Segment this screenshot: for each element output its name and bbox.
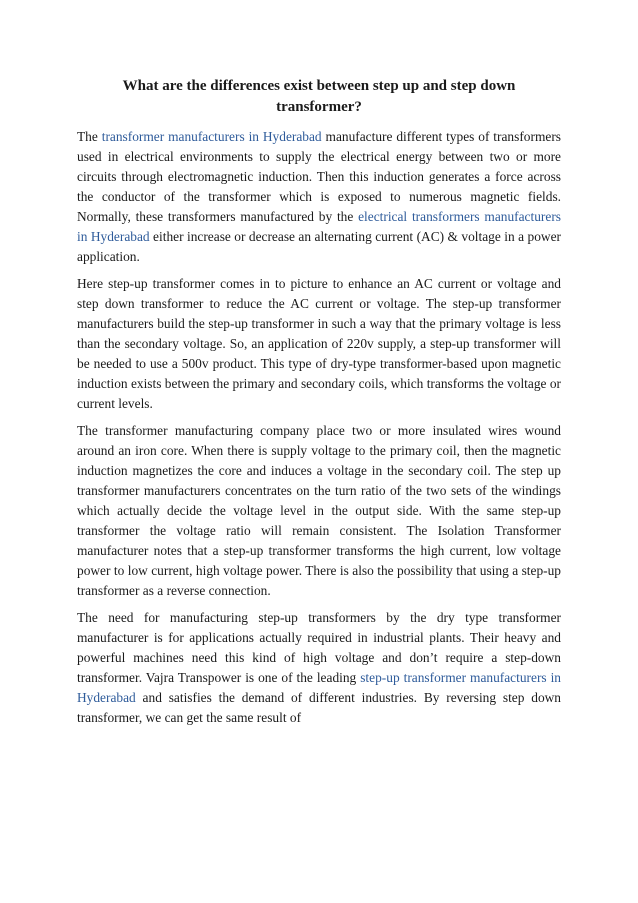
document-body — [77, 76, 561, 735]
link-transformer-manufacturers-hyderabad[interactable]: transformer manufacturers in Hyderabad — [101, 129, 322, 144]
link-step-up-transformer-manufacturers-hyderabad[interactable]: step-up transformer manufacturers in Hyderabad — [77, 670, 561, 705]
paragraph-3 — [77, 421, 561, 601]
paragraph-text: and satisfies the demand of different industries. By reversing step down transformer, we can get the same result of — [77, 690, 561, 725]
paragraph-text: The need for manufacturing step-up transformers by the dry type transformer manufacturer is for applications actually required in industrial plants. Their heavy and powerful machines need this kind of high voltage and don’t require a step-down transformer. Vajra Transpower is one of the leading — [77, 610, 561, 685]
paragraph-text: manufacture different types of transformers used in electrical environments to supply the electrical energy between two or more circuits through electromagnetic induction. Then this induction generates a force across the conductor of the transformer which is exposed to numerous magnetic fields. Normally, these transformers manufactured by the — [77, 129, 561, 224]
paragraph-text: Here step-up transformer comes in to picture to enhance an AC current or voltage and step down transformer to reduce the AC current or voltage. The step-up transformer manufacturers build the step-up transformer in such a way that the primary voltage is less than the secondary voltage. So, an application of 220v supply, a step-up transformer will be needed to use a 500v product. This type of dry-type transformer-based upon magnetic induction exists between the primary and secondary coils, which transforms the voltage or current levels. — [77, 276, 561, 411]
paragraph-4 — [77, 608, 561, 728]
paragraph-text: The — [77, 129, 102, 144]
paragraph-2 — [77, 274, 561, 414]
document-title: What are the differences exist between step up and step down transformer? — [122, 78, 516, 115]
link-electrical-transformers-manufacturers-hyderabad[interactable]: electrical transformers manufacturers in Hyderabad — [77, 209, 561, 244]
paragraph-1 — [77, 127, 561, 267]
paragraph-text: either increase or decrease an alternating current (AC) & voltage in a power application. — [77, 229, 561, 264]
paragraph-text: The transformer manufacturing company place two or more insulated wires wound around an iron core. When there is supply voltage to the primary coil, then the magnetic induction magnetizes the core and induces a voltage in the secondary coil. The step up transformer manufacturers concentrates on the turn ratio of the two sets of the windings which actually decide the voltage level in the output side. With the same step-up transformer the voltage ratio will remain consistent. The Isolation Transformer manufacturer notes that a step-up transformer transforms the high current, low voltage power to low current, high voltage power. There is also the possibility that using a step-up transformer as a reverse connection. — [77, 423, 561, 598]
